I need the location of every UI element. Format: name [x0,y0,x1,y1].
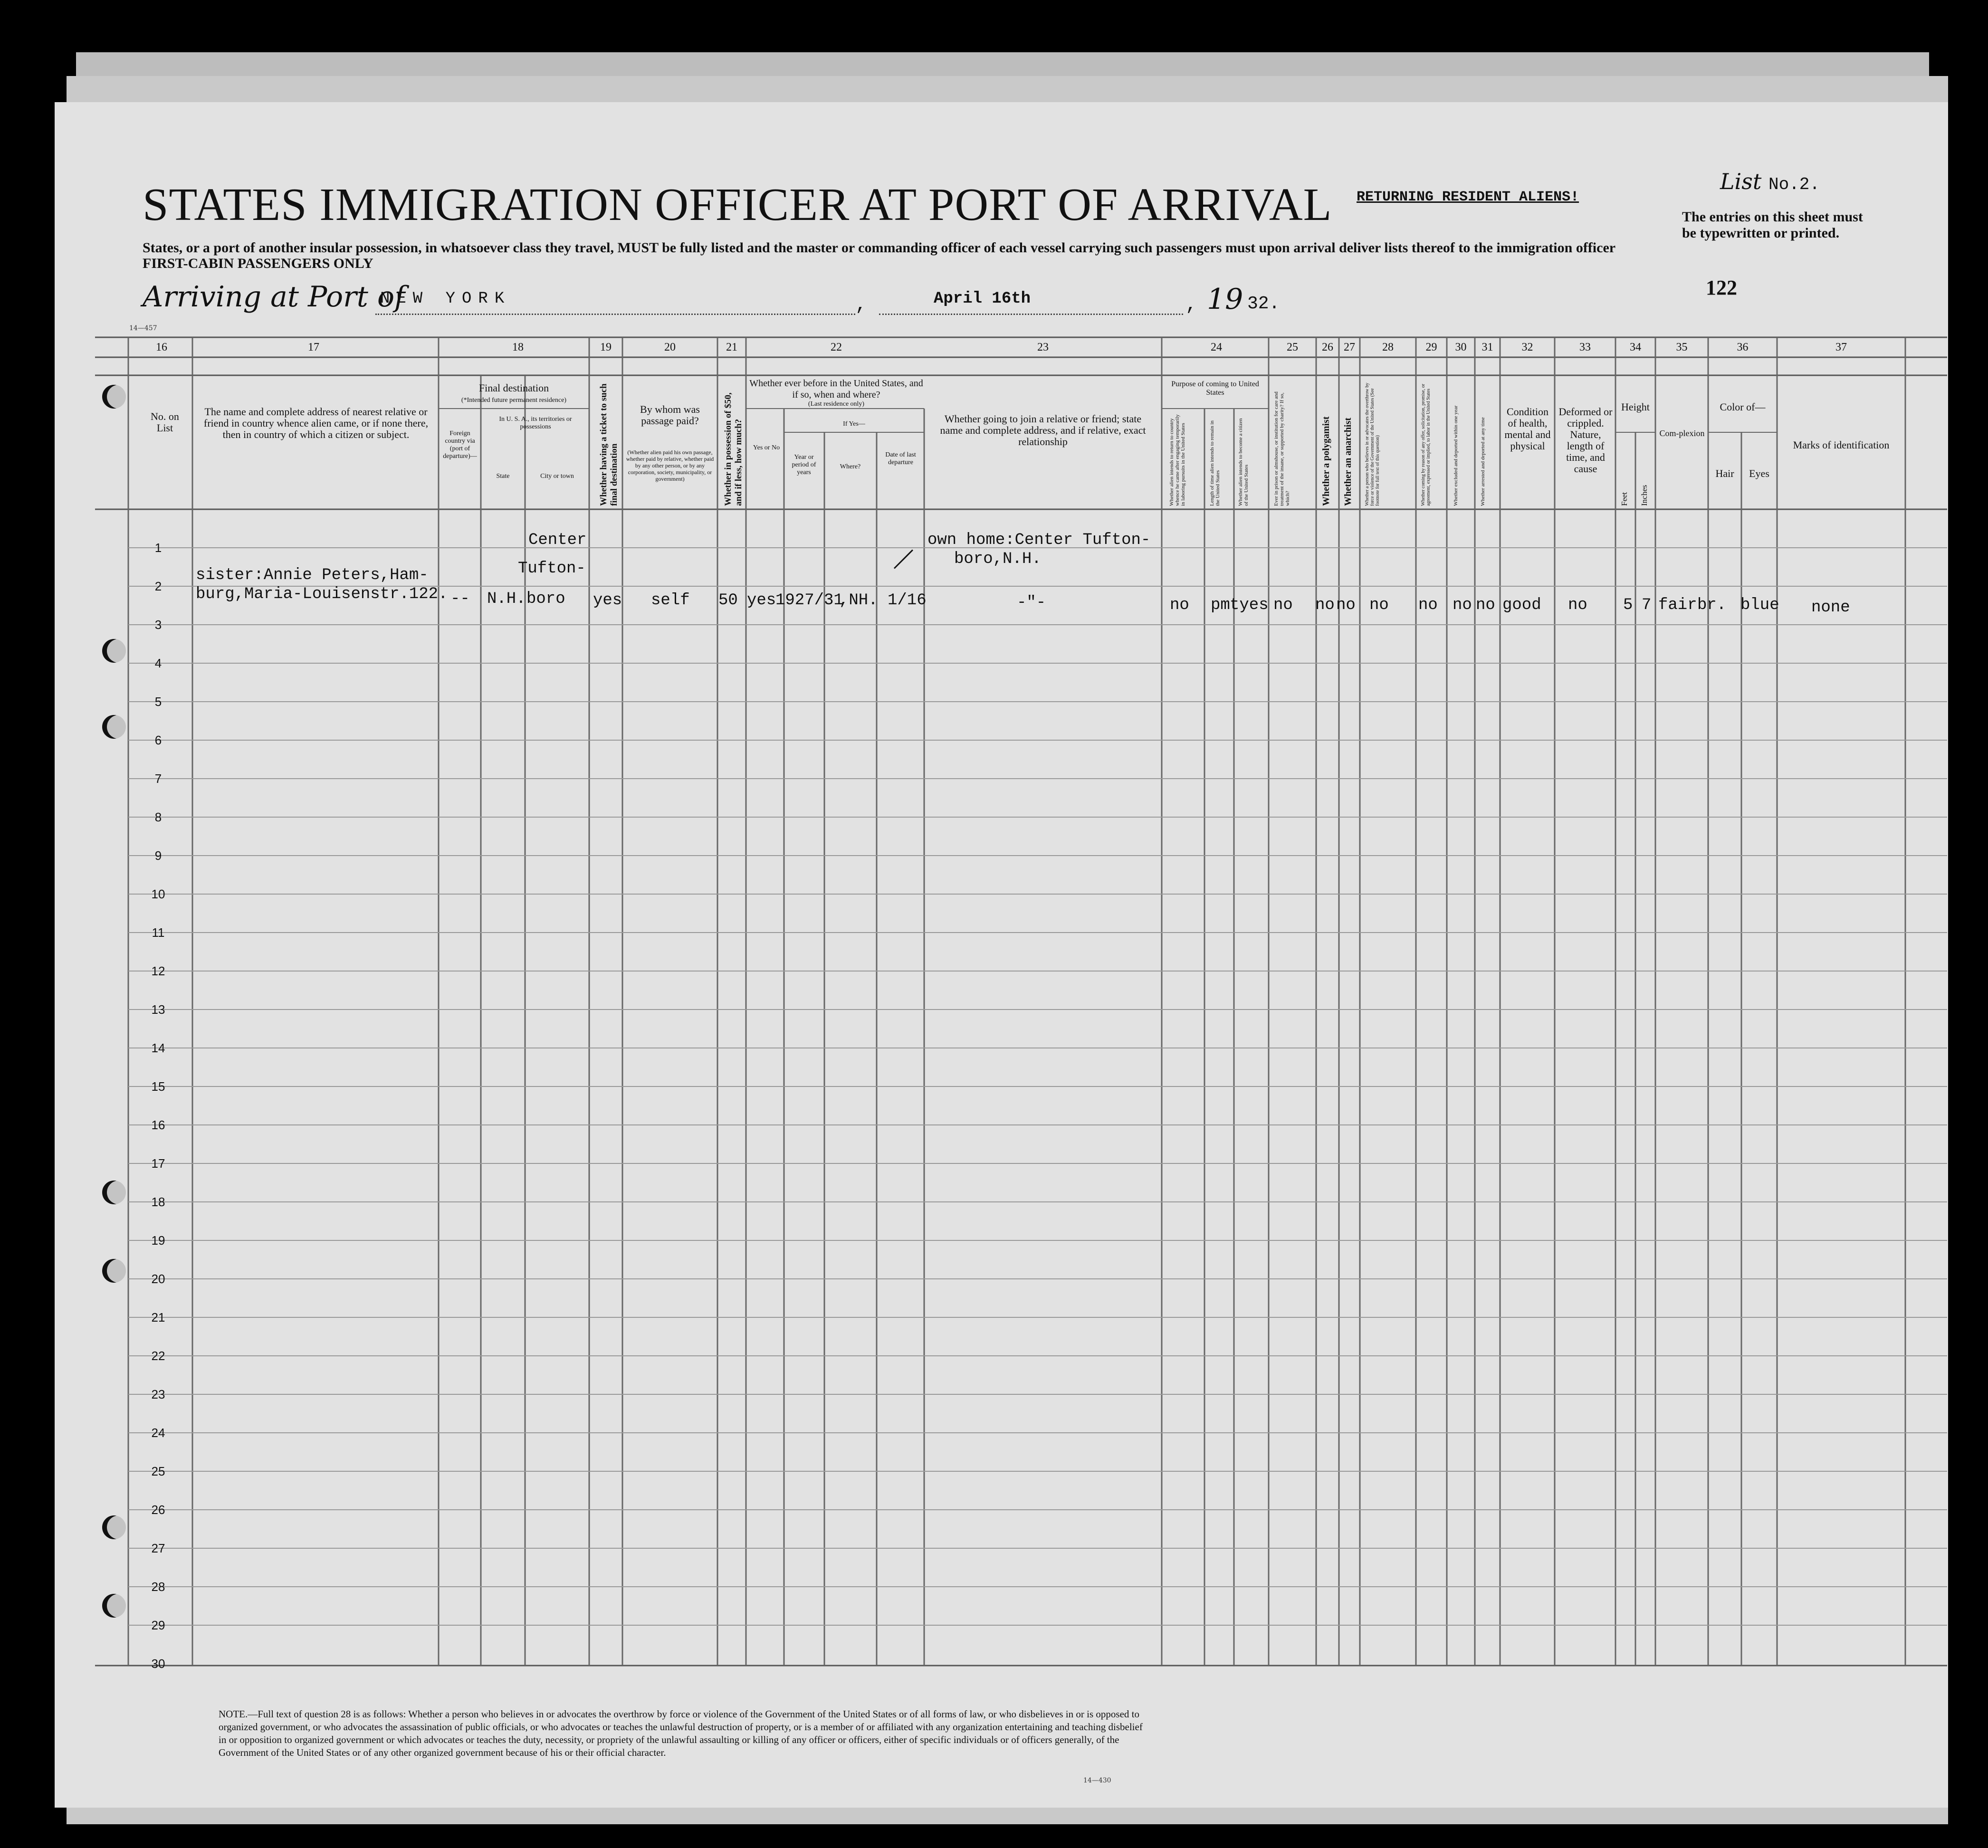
row-number: 8 [154,810,162,824]
before-where-value: ,NH. [839,591,878,610]
col-num-18: 18 [512,341,524,353]
city-value-line2: Tufton- [518,560,586,578]
col-header-join-relative: Whether going to join a relative or friend; state name and complete address, and if relative, exact relationship [940,413,1146,448]
col-num-31: 31 [1481,341,1493,353]
col-subheader-last-residence: (Last residence only) [808,400,865,408]
year-suffix: 32. [1247,294,1280,314]
col-header-state: State [496,473,510,480]
join-relative-line1: own home:Center Tufton- [927,531,1151,549]
col-subheader-permanent-residence: (*Intended future permanent residence) [461,397,567,404]
row-number: 28 [151,1580,165,1594]
complexion-value: fair [1658,596,1697,614]
anarchist-value: no [1336,596,1356,614]
returning-residents-label: RETURNING RESIDENT ALIENS! [1357,189,1579,205]
punch-hole [102,385,126,409]
col-header-usa: In U. S. A., its territories or possessions [499,416,572,430]
first-cabin-label: FIRST-CABIN PASSENGERS ONLY [143,256,373,271]
col-num-23: 23 [1037,341,1049,353]
row-number: 13 [151,1002,165,1017]
row-number: 6 [154,733,162,747]
col-header-yes-or-no: Yes or No [753,444,780,451]
col-header-year: Year or period of years [792,454,816,476]
col-num-36: 36 [1737,341,1749,353]
col-num-29: 29 [1425,341,1437,353]
row-number: 21 [151,1310,165,1324]
footnote: NOTE.—Full text of question 28 is as follows: Whether a person who believes in or advocates the overthrow by force or violence of the Government of the United States or of all forms of law, or who disbelieves in or is opposed to organized government, or who advocates the assassination of public officials, or who advocates or teaches the unlawful destruction of property, or is a member of or affiliated with any organization entertaining and teaching disbelief in or opposition to organized government or which advocates or teaches the duty, necessity, or propriety of the unlawful assaulting or killing of any officer or officers, either of specific individuals or of officers generally, of the Government of the United States or of any other organized government because of his or their official character. [219,1708,1143,1758]
health-value: good [1502,596,1541,614]
row-number: 3 [154,618,162,632]
row-number: 1 [154,541,162,555]
col-num-20: 20 [664,341,676,353]
row-number: 26 [151,1503,165,1517]
row-number: 7 [154,772,162,786]
col-header-passage-paid: By whom was passage paid? [640,403,700,427]
col-header-where: Where? [840,463,861,470]
prison-value: no [1273,596,1293,614]
col-num-37: 37 [1835,341,1847,353]
relative-address-line1: sister:Annie Peters,Ham- [196,566,429,584]
col-num-26: 26 [1322,341,1333,353]
arrival-date: April 16th [934,290,1031,308]
col-num-34: 34 [1630,341,1641,353]
col-header-marks: Marks of identification [1793,439,1890,451]
excluded-value: no [1453,596,1472,614]
typewritten-note-line: be typewritten or printed. [1682,225,1840,241]
col-header-prison: Ever in prison or almshouse, or institution for care and treatment of the insane, or supported by charity? If so, which? [1273,391,1290,506]
relative-address-line2: burg,Maria-Louisenstr.122. [196,585,448,603]
money-value: 50 [718,591,738,610]
row-number: 10 [151,887,165,901]
row-number: 4 [154,656,162,670]
col-header-anarchist: Whether an anarchist [1343,418,1353,506]
join-ditto-value: -"- [1017,594,1046,612]
deformed-value: no [1568,596,1587,614]
length-of-stay-value: pm [1211,596,1230,614]
col-header-color-of: Color of— [1720,401,1766,413]
row-number: 2 [154,579,162,593]
col-num-35: 35 [1676,341,1688,353]
row-number: 24 [151,1426,165,1440]
overthrow-value: no [1369,596,1389,614]
col-header-length-of-stay: Length of time alien intends to remain in the United States [1209,420,1221,506]
col-num-16: 16 [156,341,167,353]
comma: , [1185,295,1197,316]
punch-hole [102,639,126,663]
col-num-19: 19 [600,341,612,353]
port-underline [375,314,855,315]
col-num-30: 30 [1455,341,1467,353]
hair-value: br. [1697,596,1727,614]
col-header-eyes: Eyes [1749,467,1769,479]
date-underline [879,314,1183,315]
form-code: 14—457 [129,324,157,332]
col-header-deformed: Deformed or crippled. Nature, length of time, and cause [1558,406,1613,475]
inches-value: 7 [1642,596,1652,614]
punch-hole [102,1259,126,1283]
col-num-32: 32 [1521,341,1533,353]
col-header-last-departure: Date of last departure [885,451,916,466]
row-number: 23 [151,1387,165,1401]
page-title: STATES IMMIGRATION OFFICER AT PORT OF ARRIVAL [143,179,1332,230]
year-prefix: 19 [1207,283,1243,316]
col-num-28: 28 [1382,341,1394,353]
row-number: 5 [154,695,162,709]
city-value-line3: boro [526,590,565,608]
row-number: 14 [151,1041,165,1055]
col-header-fifty-dollars: Whether in possession of $50, and if less, how much? [723,392,744,506]
arrested-value: no [1476,596,1495,614]
last-departure-value: 1/16 [888,591,927,610]
col-header-feet: Feet [1620,492,1629,506]
punch-hole [102,715,126,739]
list-number [1720,169,1820,194]
state-value: N.H. [487,590,526,608]
typewritten-note-line: The entries on this sheet must [1682,209,1863,225]
punch-hole [102,1594,126,1618]
ticket-value: yes [593,591,622,610]
sheet-number: 122 [1706,276,1737,299]
col-num-24: 24 [1211,341,1222,353]
col-header-nearest-relative: The name and complete address of nearest relative or friend in country whence alien came, or if none there, then in country of which a citizen or subject. [203,406,429,440]
row-number: 15 [151,1079,165,1094]
col-header-height: Height [1621,401,1650,413]
col-num-33: 33 [1579,341,1591,353]
col-header-no-on-list: No. on List [151,410,179,434]
row-number: 19 [151,1233,165,1248]
row-number: 9 [154,848,162,863]
row-number: 29 [151,1618,165,1632]
col-header-health: Condition of health, mental and physical [1504,406,1551,452]
col-header-return-intent: Whether alien intends to return to country whence he came after engaging temporarily in laboring pursuits in the United States [1169,414,1186,506]
labor-offer-value: no [1418,596,1438,614]
col-header-before-in-us: Whether ever before in the United States, and if so, when and where? [749,378,923,400]
eyes-value: blue [1740,596,1779,614]
row-number: 20 [151,1272,165,1286]
city-value-line1: Center [528,531,587,549]
marks-value: none [1811,599,1850,617]
row-number: 17 [151,1156,165,1171]
col-header-foreign-country: Foreign country via (port of departure)— [443,430,477,460]
col-subheader-passage-paid: (Whether alien paid his own passage, whether paid by relative, whether paid by any other person, or by any corporation, society, municipality, or government) [626,449,714,482]
col-num-21: 21 [726,341,737,353]
before-years-value: 1927/31 [775,591,843,610]
row-number: 16 [151,1118,165,1132]
col-header-final-destination: Final destination [478,382,549,394]
col-header-city: City or town [540,473,574,480]
comma: , [855,295,867,316]
row-number: 11 [152,925,165,940]
row-number: 27 [151,1541,165,1555]
col-header-excluded: Whether excluded and deported within one year [1453,405,1459,506]
col-num-25: 25 [1287,341,1298,353]
col-header-citizen-intent: Whether alien intends to become a citizen of the United States [1238,418,1249,506]
col-num-17: 17 [308,341,319,353]
col-header-hair: Hair [1715,467,1734,479]
row-number: 18 [151,1195,165,1209]
arriving-label: Arriving at Port of [143,280,405,314]
polygamist-value: no [1315,596,1335,614]
col-header-if-yes: If Yes— [843,420,865,428]
col-header-polygamist: Whether a polygamist [1321,416,1331,506]
col-header-inches: Inches [1640,485,1649,506]
punch-hole [102,1515,126,1539]
port-value: NEW YORK [380,290,511,308]
row-number: 25 [151,1464,165,1478]
typewritten-note [1682,209,1863,241]
row-number: 30 [151,1657,165,1671]
foreign-via-value: -- [450,590,470,608]
col-header-overthrow: Whether a person who believes in or advocates the overthrow by force or violence of the Government of the United States (See footnote for full text of this question) [1365,382,1380,506]
list-number-value: No.2. [1768,175,1820,194]
before-yes-value: yes [747,591,776,610]
col-header-labor-offer: Whether coming by reason of any offer, solicitation, promise, or agreement, expressed or implied, to labor in the United States [1421,383,1431,506]
row-number: 12 [151,964,165,978]
form-code-bottom: 14—430 [1083,1777,1111,1784]
col-header-purpose: Purpose of coming to United States [1171,380,1259,397]
paid-by-value: self [651,591,690,610]
col-header-complexion: Com-plexion [1659,429,1705,438]
instructions-text: States, or a port of another insular possession, in whatsoever class they travel, MUST be fully listed and the master or commanding officer of each vessel carrying such passengers must upon arrival deliver lists thereof to the immigration officer [143,240,1616,256]
row-number: 22 [151,1349,165,1363]
feet-value: 5 [1623,596,1633,614]
punch-hole [102,1181,126,1204]
col-header-ticket: Whether having a ticket to such final destination [599,383,619,506]
citizen-value: tyes [1230,596,1269,614]
col-num-22: 22 [831,341,842,353]
join-relative-line2: boro,N.H. [954,550,1042,568]
list-label: List [1720,169,1762,194]
return-intent-value: no [1170,596,1189,614]
col-num-27: 27 [1344,341,1355,353]
col-header-arrested: Whether arrested and deported at any time [1480,417,1486,506]
